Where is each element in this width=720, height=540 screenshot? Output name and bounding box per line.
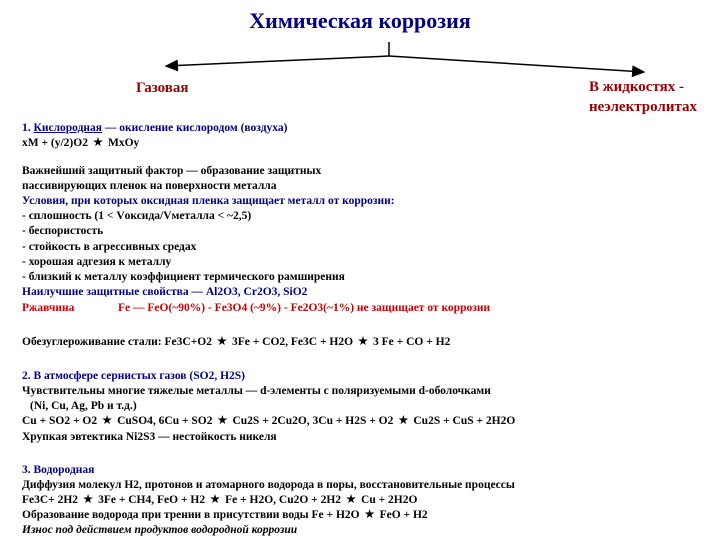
s1-heading	[22, 121, 287, 135]
s2-eq-d: Cu2S + CuS + 2H2O	[413, 415, 516, 427]
star-arrow-icon	[217, 336, 227, 346]
s1-rust-text: Fe — FeO(~90%) - Fe3O4 (~9%) - Fe2O3(~1%) не защищает от коррозии	[118, 302, 491, 314]
arrow-left-icon	[166, 56, 389, 66]
s3-eq-a: Fe3C+ 2H2	[22, 494, 79, 506]
s3-eq-c: Fe + H2O, Cu2O + 2H2	[225, 494, 342, 506]
s3-equations	[22, 493, 417, 507]
star-arrow-icon	[217, 415, 227, 425]
s3-line-2a: Образование водорода при трении в присутствии воды Fe + H2O	[22, 509, 360, 521]
s2-equations	[22, 414, 515, 428]
star-arrow-icon	[210, 494, 220, 504]
s2-line-1: Чувствительны многие тяжелые металлы — d-элементы с поляризуемыми d-оболочками	[22, 385, 491, 397]
s1-condition-5: - близкий к металлу коэффициент термического рамширения	[22, 271, 345, 283]
decarb-part-b: 3Fe + CO2, Fe3C + H2O	[231, 336, 354, 348]
s1-para-1: Важнейший защитный фактор — образование защитных	[22, 165, 322, 177]
s1-heading-num: 1.	[22, 122, 31, 134]
s1-heading-rest: — окисление кислородом (воздуха)	[102, 122, 288, 134]
s1-condition-3: - стойкость в агрессивных средах	[22, 241, 197, 253]
star-arrow-icon	[102, 415, 112, 425]
s1-eq-left: xM + (y/2)O2	[22, 137, 88, 149]
s1-heading-term: Кислородная	[33, 122, 103, 134]
s3-line-2b: FeO + H2	[379, 509, 428, 521]
s1-best-properties: Наилучшие защитные свойства — Al2O3, Cr2O3, SiO2	[22, 286, 308, 298]
branch-gas: Газовая	[136, 80, 189, 96]
star-arrow-icon	[346, 494, 356, 504]
s2-line-3: Хрупкая эвтектика Ni2S3 — нестойкость никеля	[22, 431, 277, 443]
branch-liquids-line1: В жидкостях -	[589, 79, 684, 95]
decarb-part-a: Обезуглероживание стали: Fe3C+O2	[22, 336, 212, 348]
s3-line-3: Износ под действием продуктов водородной коррозии	[22, 524, 298, 536]
s1-condition-2: - беспористость	[22, 225, 104, 237]
s2-line-2: (Ni, Cu, Ag, Pb и т.д.)	[30, 400, 137, 412]
s3-line-1: Диффузия молекул H2, протонов и атомарного водорода в поры, восстановительные процессы	[22, 479, 515, 491]
s1-decarburization	[22, 335, 450, 349]
branch-liquids	[589, 77, 697, 117]
s1-para-2: пассивирующих пленок на поверхности металла	[22, 180, 277, 192]
decarb-part-c: 3 Fe + CO + H2	[373, 336, 451, 348]
s1-eq-right: MxOy	[107, 137, 140, 149]
s3-eq-b: 3Fe + CH4, FeO + H2	[98, 494, 206, 506]
star-arrow-icon	[358, 336, 368, 346]
s3-heading: 3. Водородная	[22, 464, 95, 476]
s1-equation	[22, 136, 139, 150]
s2-eq-b: CuSO4, 6Cu + SO2	[117, 415, 213, 427]
s2-eq-c: Cu2S + 2Cu2O, 3Cu + H2S + O2	[232, 415, 394, 427]
page-title: Химическая коррозия	[249, 8, 471, 33]
s2-eq-a: Cu + SO2 + O2	[22, 415, 98, 427]
s1-condition-1: - сплошность (1 < Vоксида/Vметалла < ~2,5)	[22, 210, 252, 222]
star-arrow-icon	[365, 509, 375, 519]
s3-line-2	[22, 508, 428, 522]
arrow-right-icon	[389, 56, 644, 72]
s1-rust-label: Ржавчина	[22, 302, 75, 314]
s2-heading: 2. В атмосфере сернистых газов (SO2, H2S)	[22, 370, 245, 382]
s1-rust-line	[22, 301, 490, 315]
s1-condition-4: - хорошая адгезия к металлу	[22, 256, 172, 268]
star-arrow-icon	[398, 415, 408, 425]
s1-conditions-heading: Условия, при которых оксидная пленка защищает металл от коррозии:	[22, 195, 395, 207]
star-arrow-icon	[93, 137, 103, 147]
branch-liquids-line2: неэлектролитах	[589, 99, 698, 115]
s3-eq-d: Cu + 2H2O	[361, 494, 418, 506]
star-arrow-icon	[83, 494, 93, 504]
